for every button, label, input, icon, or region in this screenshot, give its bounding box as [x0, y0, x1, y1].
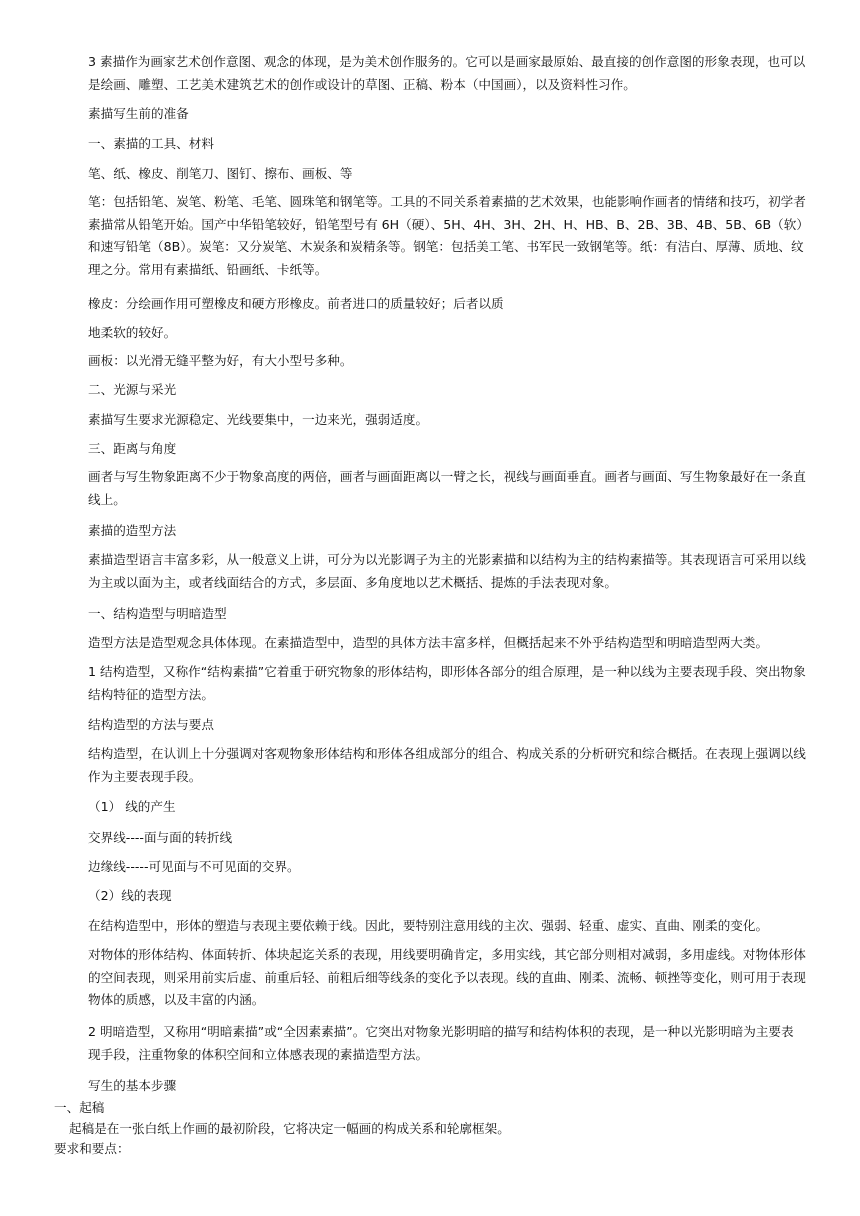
paragraph-edge-line: 边缘线-----可见面与不可见面的交界。: [88, 859, 300, 874]
heading-distance: 三、距离与角度: [88, 441, 177, 456]
paragraph-chiaroscuro: 2 明暗造型，又称用“明暗素描”或“全因素素描”。它突出对物象光影明暗的描写和结构体积的表现，是一种以光影明暗为主要表现手段，注重物象的体积空间和立体感表现的素描造型方法。: [88, 1024, 794, 1062]
paragraph-modeling-concept: 造型方法是造型观念具体体现。在素描造型中，造型的具体方法丰富多样，但概括起来不外乎结构造型和明暗造型两大类。: [88, 635, 769, 650]
heading-light: 二、光源与采光: [88, 382, 177, 397]
paragraph-line-usage: 对物体的形体结构、体面转折、体块起迄关系的表现，用线要明确肯定，多用实线，其它部分则相对减弱，多用虚线。对物体形体的空间表现，则采用前实后虚、前重后轻、前粗后细等线条的变化予以表现。线的直曲、刚柔、流畅、顿挫等变化，则可用于表现物体的质感，以及丰富的内涵。: [88, 947, 806, 1007]
heading-preparation: 素描写生前的准备: [88, 106, 189, 121]
heading-modeling-methods: 素描的造型方法: [88, 523, 177, 538]
paragraph-eraser-2: 地柔软的较好。: [88, 325, 177, 340]
heading-structure-light: 一、结构造型与明暗造型: [88, 606, 227, 621]
heading-structure-points: 结构造型的方法与要点: [88, 717, 214, 732]
heading-tools: 一、素描的工具、材料: [88, 136, 214, 151]
paragraph-light: 素描写生要求光源稳定、光线要集中，一边来光，强弱适度。: [88, 412, 429, 427]
paragraph-requirements: 要求和要点：: [54, 1141, 130, 1156]
paragraph-pens: 笔：包括铅笔、炭笔、粉笔、毛笔、圆珠笔和钢笔等。工具的不同关系着素描的艺术效果，也能影响作画者的情绪和技巧，初学者素描常从铅笔开始。国产中华铅笔较好，铅笔型号有 6H（硬）、5H、4H、3H、2H、H、HB、B、2B、3B、4B、5B、6B（软）和速写铅笔（8B）。炭笔：又分炭笔、木炭条和炭精条等。钢笔：包括美工笔、书军民一致钢笔等。纸：有洁白、厚薄、质地、纹理之分。常用有素描纸、铅画纸、卡纸等。: [88, 194, 806, 277]
paragraph-modeling-language: 素描造型语言丰富多彩，从一般意义上讲，可分为以光影调子为主的光影素描和以结构为主的结构素描等。其表现语言可采用以线为主或以面为主，或者线面结合的方式，多层面、多角度地以艺术概括、提炼的手法表现对象。: [88, 552, 806, 590]
paragraph-distance: 画者与写生物象距离不少于物象高度的两倍，画者与画面距离以一臂之长，视线与画面垂直。画者与画面、写生物象最好在一条直线上。: [88, 469, 806, 507]
paragraph-board: 画板：以光滑无缝平整为好，有大小型号多种。: [88, 353, 353, 368]
heading-line-origin: （1） 线的产生: [88, 799, 176, 814]
paragraph-structure-points: 结构造型，在认训上十分强调对客观物象形体结构和形体各组成部分的组合、构成关系的分析研究和综合概括。在表现上强调以线作为主要表现手段。: [88, 746, 806, 784]
paragraph-boundary-line: 交界线----面与面的转折线: [88, 830, 233, 845]
paragraph-draft: 起稿是在一张白纸上作画的最初阶段，它将决定一幅画的构成关系和轮廓框架。: [69, 1121, 510, 1136]
heading-basic-steps: 写生的基本步骤: [88, 1078, 177, 1093]
paragraph-tools-list: 笔、纸、橡皮、削笔刀、图钉、擦布、画板、等: [88, 166, 353, 181]
paragraph-1: 3 素描作为画家艺术创作意图、观念的体现，是为美术创作服务的。它可以是画家最原始、最直接的创作意图的形象表现，也可以是绘画、雕塑、工艺美术建筑艺术的创作或设计的草图、正稿、粉本（中国画），以及资料性习作。: [88, 54, 806, 92]
paragraph-line-variation: 在结构造型中，形体的塑造与表现主要依赖于线。因此，要特别注意用线的主次、强弱、轻重、虚实、直曲、刚柔的变化。: [88, 918, 769, 933]
paragraph-structure-modeling: 1 结构造型，又称作“结构素描”它着重于研究物象的形体结构，即形体各部分的组合原理，是一种以线为主要表现手段、突出物象结构特征的造型方法。: [88, 664, 806, 702]
heading-draft: 一、起稿: [54, 1100, 105, 1115]
heading-line-expression: （2）线的表现: [88, 888, 172, 903]
paragraph-eraser-1: 橡皮：分绘画作用可塑橡皮和硬方形橡皮。前者进口的质量较好；后者以质: [88, 296, 504, 311]
